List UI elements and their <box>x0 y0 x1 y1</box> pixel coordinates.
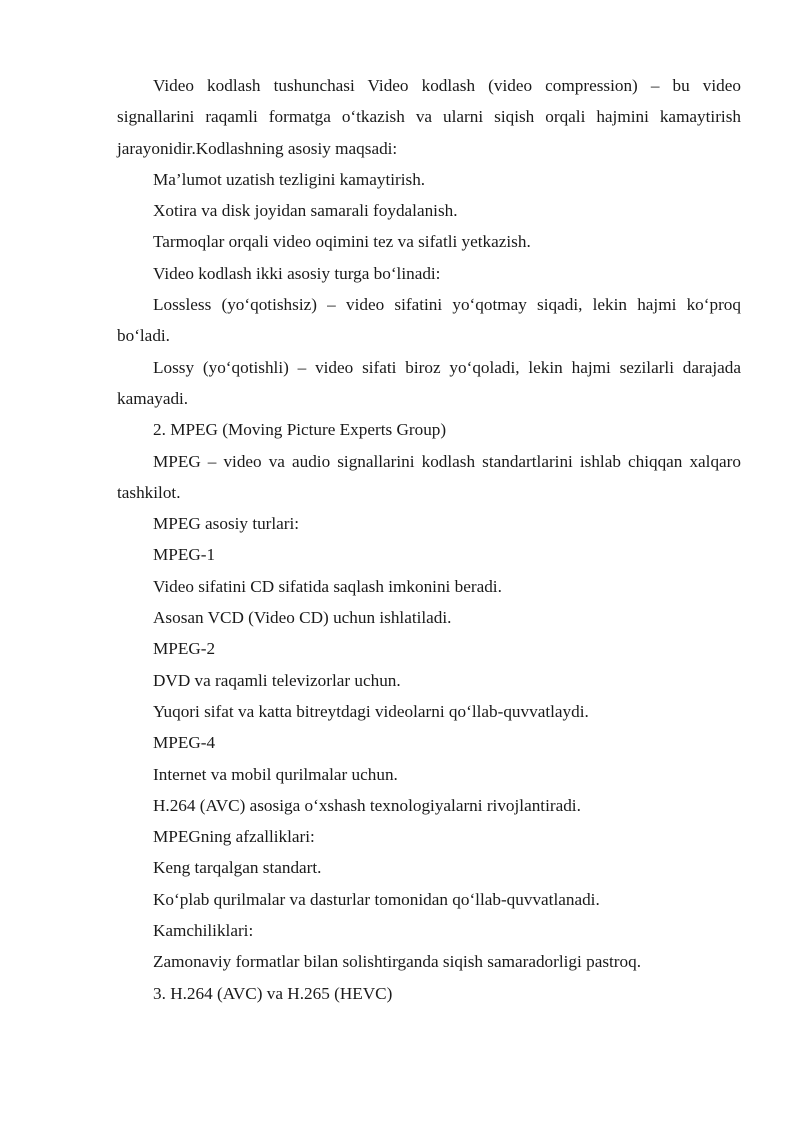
paragraph-mpeg4-desc1: Internet va mobil qurilmalar uchun. <box>153 764 398 784</box>
paragraph-lossless: Lossless (yo‘qotishsiz) – video sifatini yo‘qotmay siqadi, lekin hajmi ko‘proq bo‘ladi. <box>117 295 741 346</box>
paragraph-goal-network: Tarmoqlar orqali video oqimini tez va sifatli yetkazish. <box>153 232 531 252</box>
paragraph-mpeg2-desc1: DVD va raqamli televizorlar uchun. <box>153 670 401 690</box>
paragraph-disadvantages-heading: Kamchiliklari: <box>153 921 254 941</box>
paragraph-mpeg4: MPEG-4 <box>153 733 216 753</box>
paragraph-intro: Video kodlash tushunchasi Video kodlash (video compression) – bu video signallarini raqamli formatga o‘tkazish va ularni siqish orqali hajmini kamaytirish jarayonidir.Kodlashning asosiy maqsadi: <box>117 76 741 158</box>
paragraph-goal-speed: Ma’lumot uzatish tezligini kamaytirish. <box>153 169 426 189</box>
paragraph-mpeg-definition: MPEG – video va audio signallarini kodlash standartlarini ishlab chiqqan xalqaro tashkilot. <box>117 451 741 502</box>
section-heading-h264-h265: 3. H.264 (AVC) va H.265 (HEVC) <box>153 983 393 1003</box>
section-heading-mpeg: 2. MPEG (Moving Picture Experts Group) <box>153 420 447 440</box>
paragraph-mpeg2: MPEG-2 <box>153 639 216 659</box>
paragraph-advantage-1: Keng tarqalgan standart. <box>153 858 322 878</box>
paragraph-mpeg2-desc2: Yuqori sifat va katta bitreytdagi videolarni qo‘llab-quvvatlaydi. <box>153 701 589 721</box>
paragraph-types-intro: Video kodlash ikki asosiy turga bo‘linadi: <box>153 263 441 283</box>
paragraph-advantages-heading: MPEGning afzalliklari: <box>153 827 315 847</box>
paragraph-mpeg-types: MPEG asosiy turlari: <box>153 514 300 534</box>
paragraph-mpeg4-desc2: H.264 (AVC) asosiga o‘xshash texnologiyalarni rivojlantiradi. <box>153 795 581 815</box>
paragraph-lossy: Lossy (yo‘qotishli) – video sifati biroz yo‘qoladi, lekin hajmi sezilarli darajada kamayadi. <box>117 357 741 408</box>
paragraph-disadvantage-1: Zamonaviy formatlar bilan solishtirganda siqish samaradorligi pastroq. <box>153 952 641 972</box>
paragraph-mpeg1: MPEG-1 <box>153 545 216 565</box>
paragraph-advantage-2: Ko‘plab qurilmalar va dasturlar tomonidan qo‘llab-quvvatlanadi. <box>153 889 600 909</box>
paragraph-mpeg1-desc2: Asosan VCD (Video CD) uchun ishlatiladi. <box>153 608 452 628</box>
paragraph-mpeg1-desc1: Video sifatini CD sifatida saqlash imkonini beradi. <box>153 576 502 596</box>
document-page <box>117 70 741 1009</box>
paragraph-goal-storage: Xotira va disk joyidan samarali foydalanish. <box>153 201 458 221</box>
